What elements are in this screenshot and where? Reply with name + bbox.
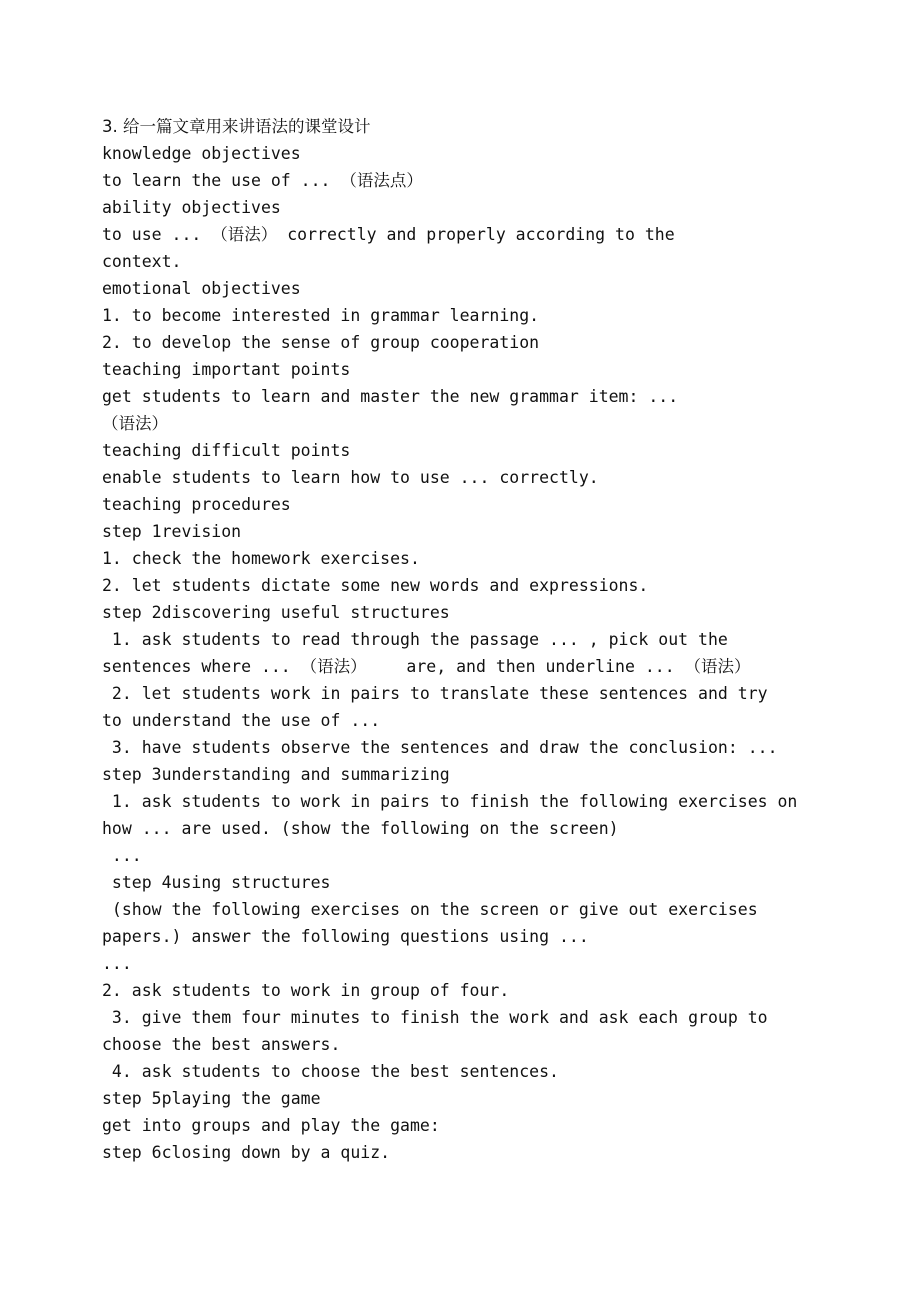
text-line: 2. let students work in pairs to translate these sentences and try [102,684,768,703]
text-line: emotional objectives [102,279,301,298]
text-line: choose the best answers. [102,1035,341,1054]
text-line: ... [102,846,142,865]
section-title: 3. 给一篇文章用来讲语法的课堂设计 [102,117,371,136]
text-line: teaching difficult points [102,441,351,460]
text-line: 1. check the homework exercises. [102,549,420,568]
text-line: get students to learn and master the new grammar item: ... [102,387,679,406]
text-line: to learn the use of ... （语法点） [102,171,423,190]
text-line: enable students to learn how to use ... correctly. [102,468,599,487]
text-line: 1. to become interested in grammar learning. [102,306,540,325]
text-line: to understand the use of ... [102,711,381,730]
text-line: sentences where ... （语法） are, and then underline ... （语法） [102,657,751,676]
text-line: step 6closing down by a quiz. [102,1143,391,1162]
text-line: 1. ask students to work in pairs to finish the following exercises on [102,792,798,811]
text-line: papers.) answer the following questions using ... [102,927,589,946]
text-line: teaching important points [102,360,351,379]
text-line: 2. let students dictate some new words and expressions. [102,576,649,595]
text-line: （语法） [102,414,168,433]
text-line: ... [102,954,132,973]
text-line: knowledge objectives [102,144,301,163]
text-line: step 1revision [102,522,242,541]
document-body [102,113,802,1166]
text-line: step 3understanding and summarizing [102,765,450,784]
text-line: 2. to develop the sense of group cooperation [102,333,540,352]
text-line: step 5playing the game [102,1089,321,1108]
text-line: 4. ask students to choose the best sentences. [102,1062,559,1081]
text-line: step 4using structures [102,873,331,892]
text-line: 3. give them four minutes to finish the work and ask each group to [102,1008,768,1027]
text-line: get into groups and play the game: [102,1116,440,1135]
text-line: 2. ask students to work in group of four. [102,981,510,1000]
text-line: 1. ask students to read through the passage ... , pick out the [102,630,728,649]
text-line: how ... are used. (show the following on the screen) [102,819,619,838]
text-line: (show the following exercises on the screen or give out exercises [102,900,758,919]
text-line: context. [102,252,182,271]
text-line: teaching procedures [102,495,291,514]
text-line: to use ... （语法） correctly and properly according to the [102,225,675,244]
text-line: step 2discovering useful structures [102,603,450,622]
text-line: ability objectives [102,198,281,217]
text-line: 3. have students observe the sentences and draw the conclusion: ... [102,738,778,757]
